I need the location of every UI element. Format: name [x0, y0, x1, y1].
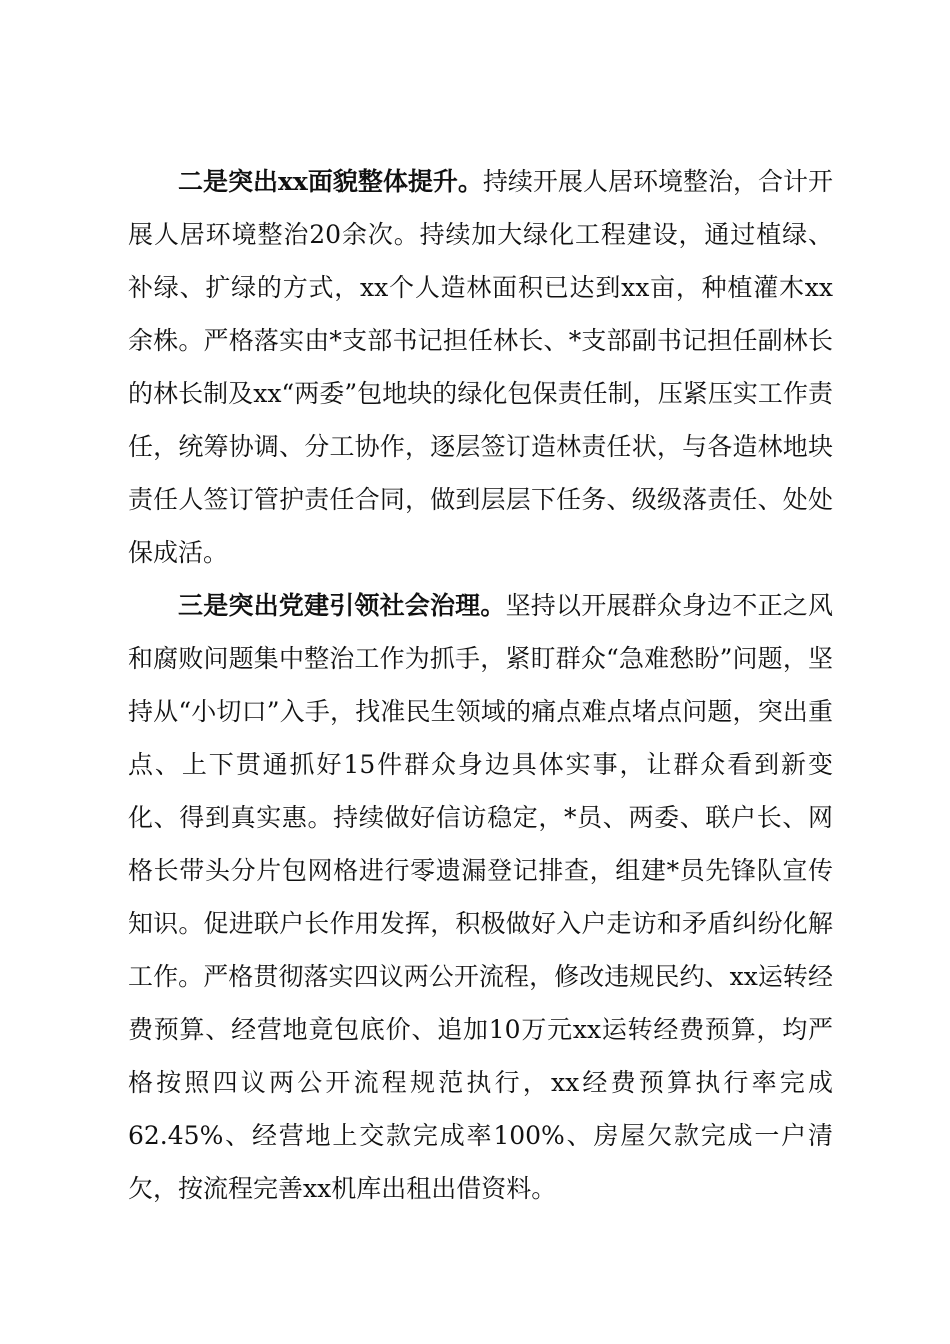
paragraph-environment: [128, 155, 833, 579]
paragraph-text: 持续开展人居环境整治，合计开展人居环境整治20余次。持续加大绿化工程建设，通过植绿、补绿、扩绿的方式，xx个人造林面积已达到xx亩，种植灌木xx余株。严格落实由*支部书记担任林长、*支部副书记担任副林长的林长制及xx“两委”包地块的绿化包保责任制，压紧压实工作责任，统筹协调、分工协作，逐层签订造林责任状，与各造林地块责任人签订管护责任合同，做到层层下任务、级级落责任、处处保成活。: [128, 167, 833, 567]
document-body: [128, 155, 833, 1215]
paragraph-governance: [128, 579, 833, 1215]
paragraph-text: 坚持以开展群众身边不正之风和腐败问题集中整治工作为抓手，紧盯群众“急难愁盼”问题，坚持从“小切口”入手，找准民生领域的痛点难点堵点问题，突出重点、上下贯通抓好15件群众身边具体实事，让群众看到新变化、得到真实惠。持续做好信访稳定，*员、两委、联户长、网格长带头分片包网格进行零遗漏登记排查，组建*员先锋队宣传知识。促进联户长作用发挥，积极做好入户走访和矛盾纠纷化解工作。严格贯彻落实四议两公开流程，修改违规民约、xx运转经费预算、经营地竟包底价、追加10万元xx运转经费预算，均严格按照四议两公开流程规范执行，xx经费预算执行率完成62.45%、经营地上交款完成率100%、房屋欠款完成一户清欠，按流程完善xx机库出租出借资料。: [128, 591, 833, 1203]
paragraph-heading: 二是突出xx面貌整体提升。: [178, 167, 483, 196]
paragraph-heading: 三是突出党建引领社会治理。: [178, 591, 506, 620]
